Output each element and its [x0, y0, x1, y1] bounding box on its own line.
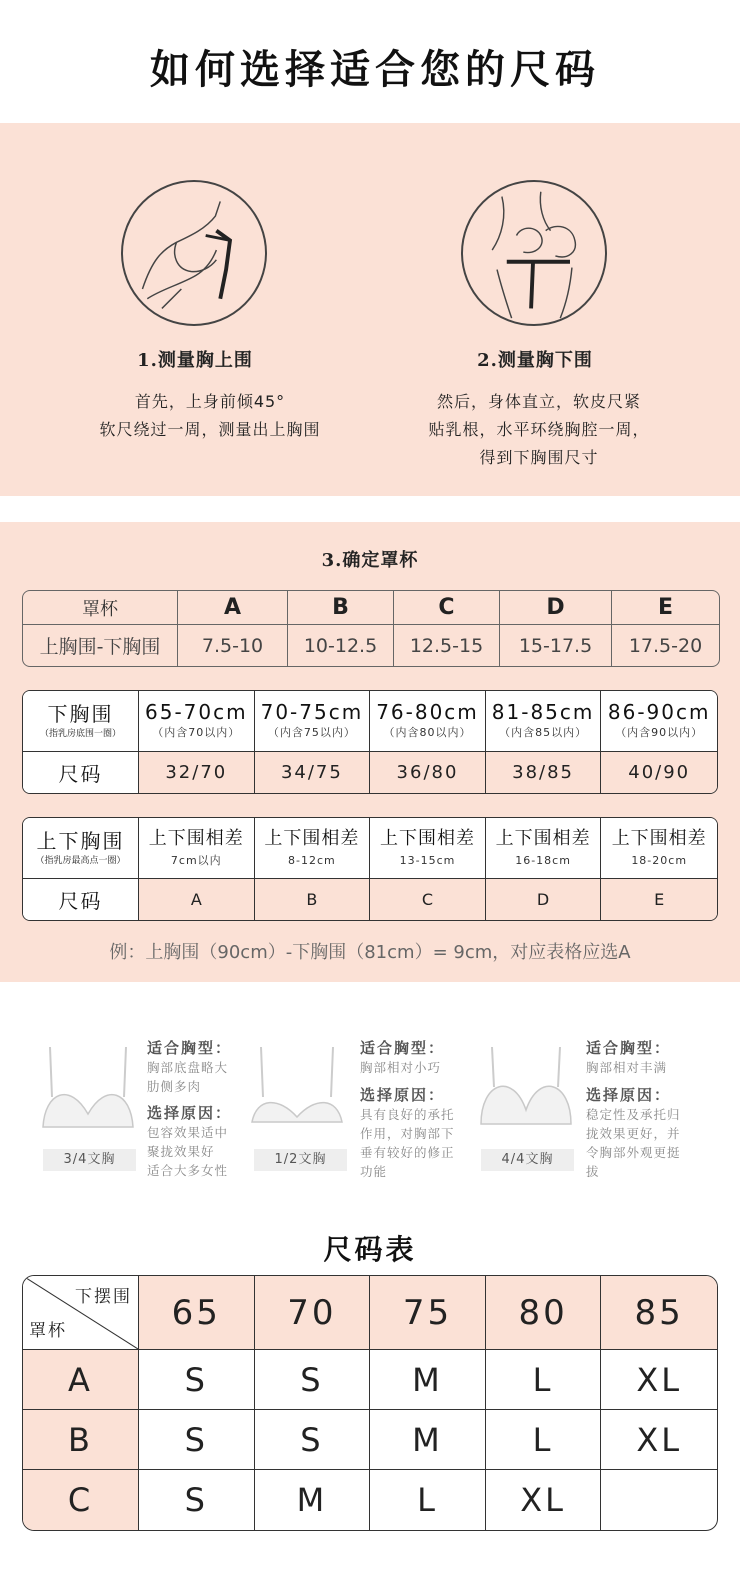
size-cell: M — [370, 1410, 486, 1470]
bra-reason-line: 令胸部外观更挺 — [586, 1145, 681, 1160]
cup-row-header: A — [23, 1350, 139, 1410]
size-chart-title: 尺码表 — [323, 1233, 417, 1266]
bust-difference — [370, 818, 486, 879]
bra-fit-heading: 适合胸型： — [586, 1039, 672, 1057]
step2-title: 2.测量胸下围 — [477, 350, 593, 371]
range-main: 65-70cm — [145, 699, 248, 724]
bra-reason-heading: 选择原因： — [586, 1086, 672, 1104]
size-cell: S — [139, 1410, 255, 1470]
cup-size — [255, 879, 371, 920]
corner-top-label: 下摆围 — [75, 1287, 132, 1307]
cup-size-value: A — [190, 889, 202, 909]
bra-fit-text — [586, 1058, 667, 1077]
header-sub: （指乳房底围一圈） — [39, 728, 121, 739]
size-cell: XL — [486, 1470, 602, 1530]
bending-figure-icon — [123, 182, 265, 324]
bra-fit-line: 胸部相对丰满 — [586, 1060, 668, 1075]
bust-difference — [139, 818, 255, 879]
difference-main: 上下围相差 — [148, 827, 244, 849]
bra-fit-text — [360, 1058, 441, 1077]
three-quarter-bra-icon — [40, 1042, 136, 1132]
size-cell: M — [255, 1470, 371, 1530]
band-size — [139, 752, 255, 793]
size-cell: XL — [601, 1410, 717, 1470]
header-main: 下胸围 — [47, 701, 114, 726]
band-column-header: 85 — [601, 1276, 717, 1350]
difference-sub: 13-15cm — [399, 853, 456, 867]
range-main: 81-85cm — [491, 699, 595, 724]
size-row-label — [23, 752, 139, 793]
bra-reason-heading: 选择原因： — [360, 1086, 446, 1104]
bra-reason-line: 功能 — [360, 1164, 388, 1179]
range-main: 70-75cm — [260, 699, 364, 724]
cup-size-value: E — [654, 889, 665, 909]
range-sub: （内含70以内） — [152, 725, 241, 739]
size-cell: L — [370, 1470, 486, 1530]
bra-fit-line: 胸部底盘略大 — [147, 1060, 229, 1075]
band-size-value: 32/70 — [165, 761, 228, 783]
underbust-range — [255, 691, 371, 752]
bust-difference — [486, 818, 602, 879]
difference-range: 15-17.5 — [500, 625, 612, 666]
bust-difference-table — [22, 817, 718, 921]
difference-range: 12.5-15 — [394, 625, 500, 666]
bra-style-label: 3/4文胸 — [43, 1149, 136, 1171]
underbust-range — [139, 691, 255, 752]
underbust-range — [486, 691, 602, 752]
size-cell: S — [139, 1470, 255, 1530]
bra-reason-line: 稳定性及承托归 — [586, 1107, 681, 1122]
cup-letter: D — [500, 591, 612, 625]
size-cell: XL — [601, 1350, 717, 1410]
difference-range: 10-12.5 — [288, 625, 394, 666]
band-column-header: 65 — [139, 1276, 255, 1350]
bust-difference — [255, 818, 371, 879]
cup-size-value: C — [421, 889, 434, 909]
range-main: 86-90cm — [607, 699, 711, 724]
cup-size — [370, 879, 486, 920]
table-row — [23, 1410, 717, 1470]
bra-reason-line: 具有良好的承托 — [360, 1107, 455, 1122]
bra-reason-line: 包容效果适中 — [147, 1125, 229, 1140]
bra-reason-line: 作用，对胸部下 — [360, 1126, 455, 1141]
cup-letter: B — [288, 591, 394, 625]
range-sub: （内含90以内） — [615, 725, 704, 739]
bra-reason-line: 适合大多女性 — [147, 1163, 229, 1178]
table-row — [23, 1350, 717, 1410]
size-cell: S — [255, 1410, 371, 1470]
band-size-value: 40/90 — [628, 761, 691, 783]
step2-line: 然后，身体直立，软皮尺紧 — [436, 392, 641, 411]
cup-row-header: C — [23, 1470, 139, 1530]
measure-lower-illustration — [461, 180, 607, 326]
bra-reason-text — [360, 1105, 455, 1181]
size-cell: L — [486, 1350, 602, 1410]
cup-letter: E — [612, 591, 719, 625]
step1-description — [40, 388, 380, 444]
bra-style-label: 1/2文胸 — [254, 1149, 347, 1171]
standing-figure-icon — [463, 182, 605, 324]
underbust-range — [601, 691, 717, 752]
bra-reason-text — [586, 1105, 681, 1181]
cup-size-value: D — [536, 889, 550, 909]
size-cell: L — [486, 1410, 602, 1470]
size-label: 尺码 — [58, 888, 103, 913]
range-sub: （内含80以内） — [383, 725, 472, 739]
header-main: 上下胸围 — [36, 828, 125, 853]
bust-difference — [601, 818, 717, 879]
cup-letter: C — [394, 591, 500, 625]
band-column-header: 75 — [370, 1276, 486, 1350]
cup-size-value: B — [306, 889, 318, 909]
size-chart-table — [22, 1275, 718, 1531]
underbust-header — [23, 691, 139, 752]
step2-line: 得到下胸围尺寸 — [479, 448, 599, 467]
bra-fit-text — [147, 1058, 228, 1096]
difference-sub: 8-12cm — [288, 853, 336, 867]
difference-sub: 16-18cm — [515, 853, 571, 867]
example-note: 例：上胸围（90cm）-下胸围（81cm）= 9cm，对应表格应选A — [109, 942, 631, 963]
bra-reason-text — [147, 1123, 228, 1180]
page-title: 如何选择适合您的尺码 — [150, 46, 600, 93]
bra-fit-heading: 适合胸型： — [360, 1039, 446, 1057]
range-main: 76-80cm — [376, 699, 479, 724]
bra-reason-line: 聚拢效果好 — [147, 1144, 215, 1159]
step1-title: 1.测量胸上围 — [137, 350, 253, 371]
size-row-label — [23, 879, 139, 920]
band-column-header: 80 — [486, 1276, 602, 1350]
size-chart-corner — [23, 1276, 139, 1350]
band-size — [255, 752, 371, 793]
bra-fit-line: 肋侧多肉 — [147, 1079, 202, 1094]
band-size-value: 34/75 — [280, 761, 343, 783]
bra-reason-line: 拢效果更好，并 — [586, 1126, 681, 1141]
cup-row-label: 罩杯 — [23, 591, 178, 625]
cup-difference-table — [22, 590, 720, 667]
difference-range: 7.5-10 — [178, 625, 288, 666]
bra-reason-line: 垂有较好的修正 — [360, 1145, 455, 1160]
difference-main: 上下围相差 — [379, 827, 475, 849]
bra-style-label: 4/4文胸 — [481, 1149, 574, 1171]
cup-row-header: B — [23, 1410, 139, 1470]
cup-letter: A — [178, 591, 288, 625]
difference-row-label: 上胸围-下胸围 — [23, 625, 178, 666]
band-size-value: 36/80 — [396, 761, 459, 783]
cup-size — [139, 879, 255, 920]
size-cell: S — [255, 1350, 371, 1410]
band-size-value: 38/85 — [512, 761, 575, 783]
bust-header — [23, 818, 139, 879]
difference-sub: 7cm以内 — [170, 853, 222, 867]
range-sub: （内含85以内） — [499, 725, 588, 739]
difference-main: 上下围相差 — [264, 827, 360, 849]
cup-size — [486, 879, 602, 920]
half-cup-bra-icon — [249, 1042, 345, 1132]
underbust-range — [370, 691, 486, 752]
difference-main: 上下围相差 — [495, 827, 591, 849]
cup-size — [601, 879, 717, 920]
band-size — [486, 752, 602, 793]
difference-main: 上下围相差 — [611, 827, 707, 849]
underbust-size-table — [22, 690, 718, 794]
band-size — [370, 752, 486, 793]
cup-section-title: 3.确定罩杯 — [321, 550, 419, 571]
bra-fit-line: 胸部相对小巧 — [360, 1060, 442, 1075]
band-size — [601, 752, 717, 793]
bra-reason-heading: 选择原因： — [147, 1104, 233, 1122]
step2-line: 贴乳根，水平环绕胸腔一周， — [428, 420, 650, 439]
table-row — [23, 1470, 717, 1530]
step2-description — [369, 388, 709, 472]
difference-range: 17.5-20 — [628, 634, 703, 657]
full-cup-bra-icon — [478, 1042, 574, 1132]
difference-sub: 18-20cm — [631, 853, 688, 867]
header-sub: （指乳房最高点一圈） — [35, 855, 126, 866]
size-cell: S — [139, 1350, 255, 1410]
size-cell — [601, 1470, 717, 1530]
bra-fit-heading: 适合胸型： — [147, 1039, 233, 1057]
step1-line: 首先，上身前倾45° — [134, 392, 286, 411]
corner-bottom-label: 罩杯 — [29, 1321, 67, 1341]
size-cell: M — [370, 1350, 486, 1410]
bra-reason-line: 拔 — [586, 1164, 600, 1179]
band-column-header: 70 — [255, 1276, 371, 1350]
measure-upper-illustration — [121, 180, 267, 326]
size-label: 尺码 — [58, 761, 103, 786]
range-sub: （内含75以内） — [267, 725, 356, 739]
step1-line: 软尺绕过一周，测量出上胸围 — [99, 420, 321, 439]
